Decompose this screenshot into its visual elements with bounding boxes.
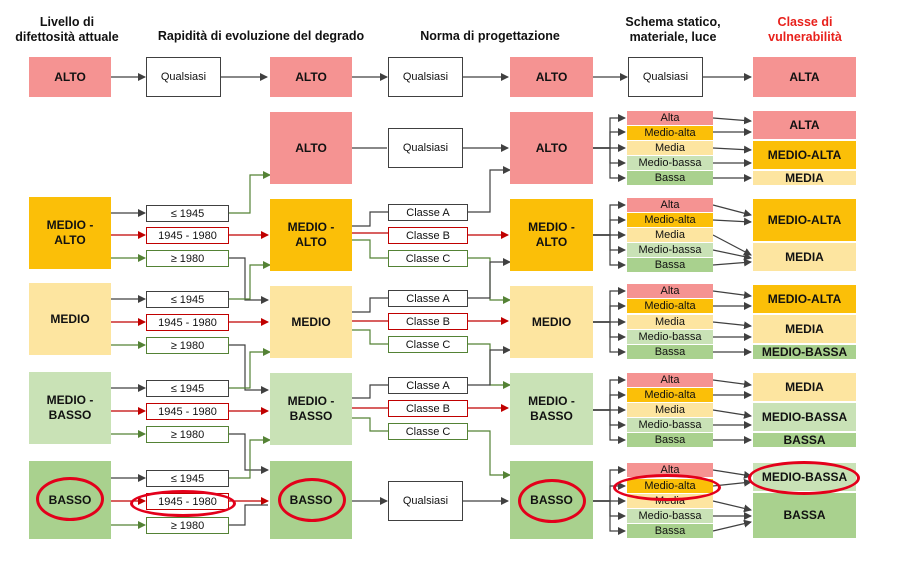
- scheme-medio-bassa: Medio-bassa: [627, 330, 713, 344]
- norm-level-medio: MEDIO: [510, 286, 593, 358]
- scheme-medio-bassa: Medio-bassa: [627, 243, 713, 257]
- scheme-alta: Alta: [627, 373, 713, 387]
- period-1945-1980: 1945 - 1980: [146, 403, 229, 420]
- period-ge-1980: ≥ 1980: [146, 337, 229, 354]
- level-medio: MEDIO: [29, 283, 111, 355]
- header-current-defect: Livello di difettosità attuale: [15, 15, 119, 44]
- norm-class-a: Classe A: [388, 204, 468, 221]
- scheme-alta: Alta: [627, 463, 713, 477]
- period-le-1945: ≤ 1945: [146, 291, 229, 308]
- evolved-level-medio: MEDIO: [270, 286, 352, 358]
- norm-class-c: Classe C: [388, 423, 468, 440]
- level-basso: BASSO: [29, 461, 111, 539]
- norm-level-basso: BASSO: [510, 461, 593, 539]
- scheme-alta: Alta: [627, 284, 713, 298]
- header-evolution-speed: Rapidità di evoluzione del degrado: [157, 29, 365, 43]
- period-le-1945: ≤ 1945: [146, 470, 229, 487]
- evolved-level-alto: ALTO: [270, 112, 352, 184]
- norm-level-alto: ALTO: [510, 112, 593, 184]
- evolved-level-basso: BASSO: [270, 461, 352, 539]
- norm-class-a: Classe A: [388, 290, 468, 307]
- vulnerability-medio-alta: MEDIO-ALTA: [753, 285, 856, 313]
- scheme-medio-bassa: Medio-bassa: [627, 509, 713, 523]
- scheme-medio-alta: Medio-alta: [627, 126, 713, 140]
- vulnerability-bassa: BASSA: [753, 493, 856, 538]
- scheme-bassa: Bassa: [627, 258, 713, 272]
- norm-class-b: Classe B: [388, 400, 468, 417]
- vulnerability-alta: ALTA: [753, 111, 856, 139]
- norm-class-b: Classe B: [388, 227, 468, 244]
- vulnerability-media: MEDIA: [753, 315, 856, 343]
- period-le-1945: ≤ 1945: [146, 380, 229, 397]
- vulnerability-media: MEDIA: [753, 243, 856, 271]
- scheme-medio-alta: Medio-alta: [627, 479, 713, 493]
- scheme-bassa: Bassa: [627, 524, 713, 538]
- scheme-media: Media: [627, 494, 713, 508]
- vulnerability-bassa: BASSA: [753, 433, 856, 447]
- scheme-alta: Alta: [627, 198, 713, 212]
- scheme-medio-alta: Medio-alta: [627, 213, 713, 227]
- vulnerability-alta: ALTA: [753, 57, 856, 97]
- scheme-alta: Alta: [627, 111, 713, 125]
- scheme-any: Qualsiasi: [628, 57, 703, 97]
- level-medio-basso: MEDIO - BASSO: [29, 372, 111, 444]
- level-alto: ALTO: [29, 57, 111, 97]
- scheme-media: Media: [627, 228, 713, 242]
- period-ge-1980: ≥ 1980: [146, 426, 229, 443]
- norm-level-alto: ALTO: [510, 57, 593, 97]
- speed-any: Qualsiasi: [146, 57, 221, 97]
- header-design-norm: Norma di progettazione: [420, 29, 560, 43]
- scheme-medio-bassa: Medio-bassa: [627, 418, 713, 432]
- period-1945-1980: 1945 - 1980: [146, 493, 229, 510]
- vulnerability-media: MEDIA: [753, 373, 856, 401]
- norm-class-c: Classe C: [388, 336, 468, 353]
- scheme-medio-alta: Medio-alta: [627, 299, 713, 313]
- scheme-media: Media: [627, 315, 713, 329]
- scheme-bassa: Bassa: [627, 433, 713, 447]
- period-1945-1980: 1945 - 1980: [146, 314, 229, 331]
- norm-class-b: Classe B: [388, 313, 468, 330]
- scheme-media: Media: [627, 141, 713, 155]
- period-ge-1980: ≥ 1980: [146, 250, 229, 267]
- scheme-media: Media: [627, 403, 713, 417]
- evolved-level-alto: ALTO: [270, 57, 352, 97]
- norm-level-medio-basso: MEDIO - BASSO: [510, 373, 593, 445]
- level-medio-alto: MEDIO - ALTO: [29, 197, 111, 269]
- evolved-level-medio-basso: MEDIO - BASSO: [270, 373, 352, 445]
- vulnerability-medio-bassa: MEDIO-BASSA: [753, 463, 856, 491]
- scheme-medio-bassa: Medio-bassa: [627, 156, 713, 170]
- period-le-1945: ≤ 1945: [146, 205, 229, 222]
- scheme-medio-alta: Medio-alta: [627, 388, 713, 402]
- period-1945-1980: 1945 - 1980: [146, 227, 229, 244]
- norm-class-a: Classe A: [388, 377, 468, 394]
- header-vulnerability-class: Classe di vulnerabilità: [768, 15, 842, 44]
- vulnerability-media: MEDIA: [753, 171, 856, 185]
- period-ge-1980: ≥ 1980: [146, 517, 229, 534]
- scheme-bassa: Bassa: [627, 171, 713, 185]
- norm-any: Qualsiasi: [388, 128, 463, 168]
- norm-any: Qualsiasi: [388, 481, 463, 521]
- norm-level-medio-alto: MEDIO - ALTO: [510, 199, 593, 271]
- vulnerability-medio-bassa: MEDIO-BASSA: [753, 403, 856, 431]
- vulnerability-medio-alta: MEDIO-ALTA: [753, 199, 856, 241]
- scheme-bassa: Bassa: [627, 345, 713, 359]
- vulnerability-medio-bassa: MEDIO-BASSA: [753, 345, 856, 359]
- evolved-level-medio-alto: MEDIO - ALTO: [270, 199, 352, 271]
- header-static-scheme: Schema statico, materiale, luce: [625, 15, 721, 44]
- vulnerability-medio-alta: MEDIO-ALTA: [753, 141, 856, 169]
- norm-class-c: Classe C: [388, 250, 468, 267]
- norm-any: Qualsiasi: [388, 57, 463, 97]
